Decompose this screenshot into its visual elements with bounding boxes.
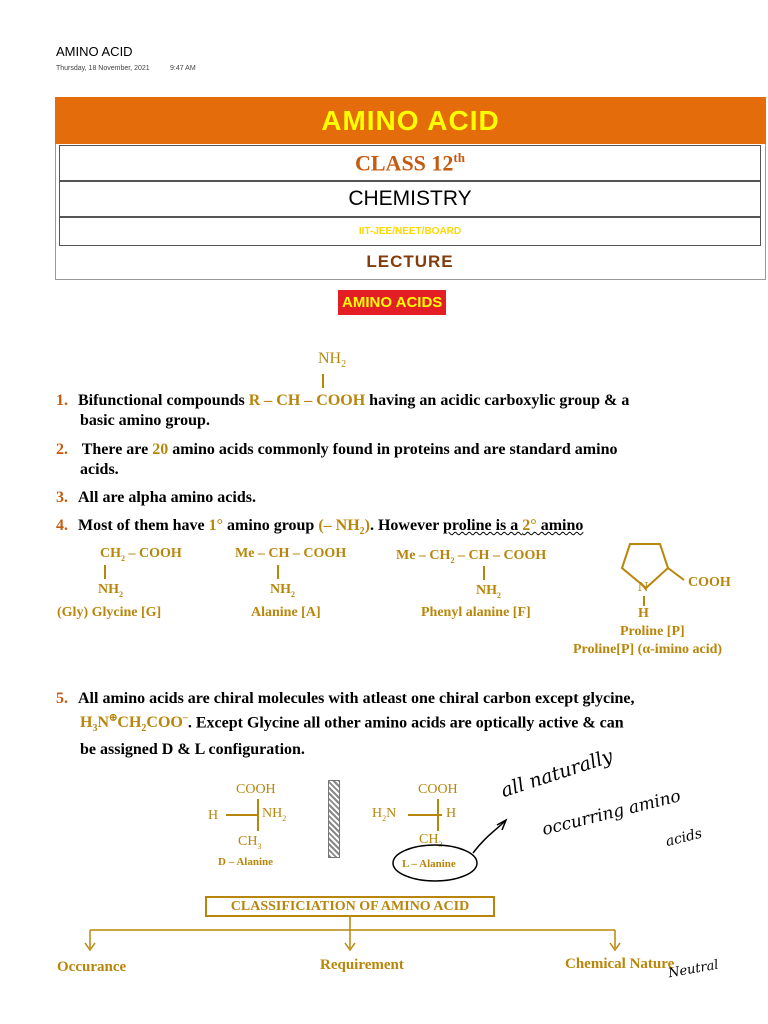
- classification-title: CLASSIFICIATION OF AMINO ACID: [230, 898, 470, 914]
- note-time: 9:47 AM: [170, 65, 196, 72]
- proline-cooh: COOH: [688, 575, 731, 590]
- handwritten-note-line3: acids: [664, 825, 704, 850]
- proline-hydrogen: H: [638, 606, 649, 621]
- alanine-amine: $NH_2$: [270, 582, 295, 599]
- glycine-amine: $NH_2$: [98, 582, 123, 599]
- general-formula-amine: $NH_2$: [318, 350, 347, 371]
- lecture-row: [59, 246, 761, 278]
- phenylalanine-amine: $NH_2$: [476, 583, 501, 600]
- note-title: AMINO ACID: [56, 44, 133, 59]
- point-5: 5. All amino acids are chiral molecules with atleast one chiral carbon except glycine, $H_3N^\oplus CH_2COO^-$. Except Glycine all other amino acids are optically active & can be assigned D & L configuration.: [56, 690, 635, 758]
- alanine-bond: [277, 565, 279, 579]
- glycine-label: (Gly) Glycine [G]: [57, 605, 162, 620]
- glycine-top: $CH_2$ – COOH: [100, 546, 182, 563]
- section-badge: [338, 290, 446, 315]
- branch-occurance: Occurance: [57, 959, 127, 975]
- proline-nh-bond: [643, 596, 645, 606]
- classification-box: [205, 896, 495, 917]
- exam-row: [59, 217, 761, 246]
- title-banner: [55, 97, 766, 144]
- d-alanine-label: D – Alanine: [218, 856, 274, 868]
- d-alanine-nh2: $NH_2$: [262, 806, 287, 823]
- handwritten-note-line1: all naturally: [498, 745, 616, 802]
- subject-label: CHEMISTRY: [348, 187, 472, 210]
- d-alanine-ch3: $CH_3$: [238, 834, 262, 851]
- d-alanine-horizontal: [226, 814, 258, 816]
- branch-chemical-nature: Chemical Nature: [565, 956, 675, 972]
- handwritten-note-line2: occurring amino: [540, 786, 683, 840]
- exam-label: IIT-JEE/NEET/BOARD: [358, 226, 462, 237]
- alanine-top: Me – CH – COOH: [235, 546, 347, 561]
- alanine-label: Alanine [A]: [251, 605, 321, 620]
- phenylalanine-label: Phenyl alanine [F]: [421, 605, 531, 620]
- l-alanine-h: H: [446, 806, 457, 821]
- l-alanine-ch3: $CH_3$: [419, 832, 443, 849]
- classification-tree: [80, 916, 640, 956]
- class-row: [59, 145, 761, 181]
- branch-requirement: Requirement: [320, 957, 404, 973]
- glycine-bond: [104, 565, 106, 579]
- point-1: 1. Bifunctional compounds R – CH – COOH having an acidic carboxylic group & a basic amino group.: [56, 392, 630, 429]
- phenylalanine-bond: [483, 566, 485, 580]
- d-alanine-h: H: [208, 808, 219, 823]
- proline-label-imino: Proline[P] (α-imino acid): [573, 642, 723, 657]
- l-alanine-cooh: COOH: [418, 782, 458, 797]
- l-alanine-h2n: $H_2N$: [372, 806, 397, 823]
- subject-row: [59, 181, 761, 217]
- note-date: Thursday, 18 November, 2021: [56, 65, 150, 72]
- general-formula-bond: [322, 374, 324, 388]
- point-3: 3. All are alpha amino acids.: [56, 489, 256, 506]
- mirror-plane: [328, 780, 340, 858]
- phenylalanine-top: Me – $CH_2$ – CH – COOH: [396, 548, 547, 565]
- point-4: 4. Most of them have 1° amino group (– $NH_2$). However proline is a 2° amino: [56, 517, 584, 538]
- class-label: CLASS 12th: [355, 149, 465, 176]
- handwritten-neutral: Neutral: [667, 957, 720, 982]
- banner-text: AMINO ACID: [321, 104, 500, 136]
- proline-nitrogen: N: [638, 580, 649, 595]
- l-alanine-label: L – Alanine: [402, 858, 456, 870]
- d-alanine-cooh: COOH: [236, 782, 276, 797]
- point-2: 2. There are 20 amino acids commonly found in proteins and are standard amino acids.: [56, 441, 618, 478]
- proline-label: Proline [P]: [620, 624, 685, 639]
- section-title: AMINO ACIDS: [342, 294, 443, 311]
- lecture-label: LECTURE: [366, 252, 454, 271]
